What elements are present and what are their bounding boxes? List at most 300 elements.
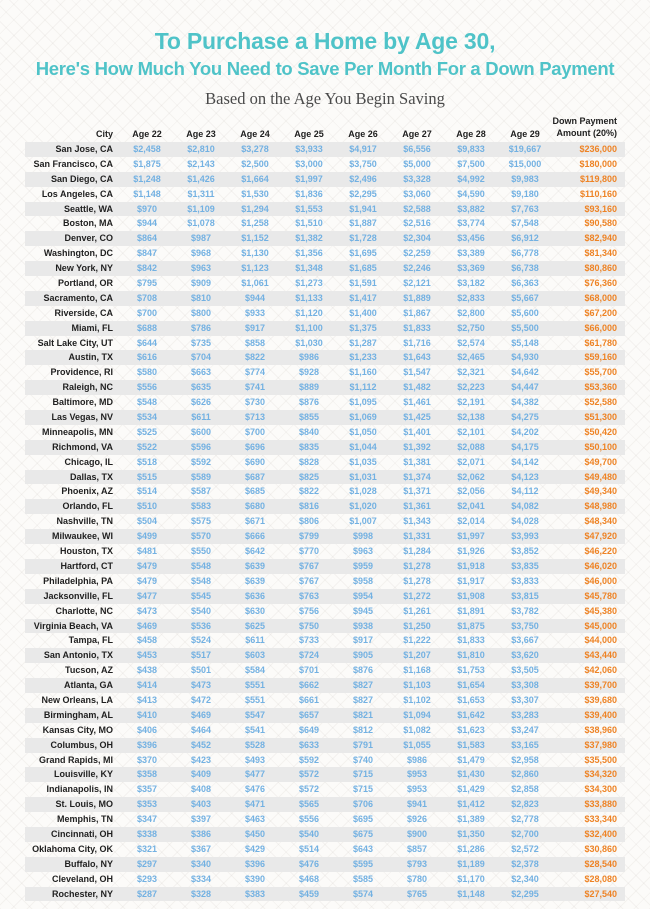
city-cell: Milwaukee, WI <box>51 531 113 542</box>
monthly-saving-cell: $471 <box>244 799 266 810</box>
monthly-saving-cell: $1,350 <box>457 828 485 839</box>
down-payment-cell: $42,060 <box>584 665 617 676</box>
monthly-saving-cell: $4,917 <box>349 144 377 154</box>
monthly-saving-cell: $1,044 <box>349 441 377 452</box>
down-payment-cell: $33,880 <box>584 799 617 810</box>
col-header-age-22: Age 22 <box>132 129 162 139</box>
col-header-age-28: Age 28 <box>456 129 486 139</box>
down-payment-cell: $59,160 <box>584 352 617 363</box>
monthly-saving-cell: $504 <box>136 516 158 527</box>
down-payment-cell: $93,160 <box>584 203 617 214</box>
down-payment-cell: $110,160 <box>579 188 617 199</box>
down-payment-cell: $119,800 <box>579 173 617 184</box>
monthly-saving-cell: $3,247 <box>511 724 539 735</box>
monthly-saving-cell: $1,716 <box>403 337 431 348</box>
monthly-saving-cell: $410 <box>136 709 158 720</box>
monthly-saving-cell: $499 <box>136 531 158 542</box>
monthly-saving-cell: $1,261 <box>403 605 431 616</box>
city-cell: San Antonio, TX <box>43 650 113 661</box>
monthly-saving-cell: $9,833 <box>457 144 485 154</box>
monthly-saving-cell: $1,510 <box>295 218 323 229</box>
monthly-saving-cell: $3,060 <box>403 188 431 199</box>
monthly-saving-cell: $4,142 <box>511 456 539 467</box>
monthly-saving-cell: $4,082 <box>511 501 539 512</box>
table-row <box>25 633 625 648</box>
monthly-saving-cell: $657 <box>298 709 320 720</box>
monthly-saving-cell: $1,120 <box>295 307 323 318</box>
monthly-saving-cell: $3,283 <box>511 709 539 720</box>
monthly-saving-cell: $1,997 <box>295 173 323 184</box>
monthly-saving-cell: $472 <box>190 694 212 705</box>
table-row <box>25 827 625 842</box>
city-cell: New Orleans, LA <box>41 694 113 705</box>
monthly-saving-cell: $473 <box>190 680 212 691</box>
table-row <box>25 440 625 455</box>
down-payment-cell: $68,000 <box>584 292 617 303</box>
city-cell: Salt Lake City, UT <box>37 337 113 348</box>
table-row <box>25 797 625 812</box>
monthly-saving-cell: $476 <box>244 784 266 795</box>
table-row <box>25 261 625 276</box>
city-cell: New York, NY <box>55 263 113 274</box>
monthly-saving-cell: $452 <box>190 739 212 750</box>
monthly-saving-cell: $1,429 <box>457 784 485 795</box>
city-cell: Chicago, IL <box>64 456 113 467</box>
monthly-saving-cell: $639 <box>244 560 266 571</box>
monthly-saving-cell: $548 <box>136 397 158 408</box>
monthly-saving-cell: $3,933 <box>295 144 323 154</box>
monthly-saving-cell: $565 <box>298 799 320 810</box>
monthly-saving-cell: $1,020 <box>349 501 377 512</box>
monthly-saving-cell: $799 <box>298 531 320 542</box>
city-cell: Seattle, WA <box>63 203 113 214</box>
city-cell: Austin, TX <box>68 352 113 363</box>
monthly-saving-cell: $1,103 <box>403 680 431 691</box>
monthly-saving-cell: $1,392 <box>403 441 431 452</box>
down-payment-cell: $28,540 <box>584 858 617 869</box>
monthly-saving-cell: $2,750 <box>457 322 485 333</box>
down-payment-cell: $35,500 <box>584 754 617 765</box>
monthly-saving-cell: $1,833 <box>403 322 431 333</box>
monthly-saving-cell: $524 <box>190 635 212 646</box>
table-row <box>25 619 625 634</box>
monthly-saving-cell: $1,875 <box>457 620 485 631</box>
monthly-saving-cell: $635 <box>190 382 212 393</box>
city-cell: Richmond, VA <box>52 441 113 452</box>
down-payment-cell: $48,340 <box>584 516 617 527</box>
monthly-saving-cell: $2,041 <box>457 501 485 512</box>
monthly-saving-cell: $7,548 <box>511 218 539 229</box>
monthly-saving-cell: $1,547 <box>403 367 431 378</box>
monthly-saving-cell: $3,852 <box>511 546 539 557</box>
monthly-saving-cell: $469 <box>136 620 158 631</box>
down-payment-cell: $30,860 <box>584 843 617 854</box>
table-row <box>25 380 625 395</box>
page-subtitle: Based on the Age You Begin Saving <box>205 89 445 108</box>
monthly-saving-cell: $1,007 <box>349 516 377 527</box>
down-payment-cell: $39,400 <box>584 709 617 720</box>
monthly-saving-cell: $701 <box>298 665 320 676</box>
monthly-saving-cell: $876 <box>298 397 320 408</box>
monthly-saving-cell: $827 <box>352 680 374 691</box>
monthly-saving-cell: $515 <box>136 471 158 482</box>
monthly-saving-cell: $663 <box>190 367 212 378</box>
monthly-saving-cell: $763 <box>298 590 320 601</box>
monthly-saving-cell: $1,069 <box>349 412 377 423</box>
monthly-saving-cell: $517 <box>190 650 212 661</box>
monthly-saving-cell: $2,143 <box>187 158 215 169</box>
monthly-saving-cell: $3,750 <box>349 158 377 169</box>
table-row <box>25 499 625 514</box>
monthly-saving-cell: $661 <box>298 694 320 705</box>
monthly-saving-cell: $592 <box>190 456 212 467</box>
monthly-saving-cell: $7,763 <box>511 203 539 214</box>
monthly-saving-cell: $6,778 <box>511 248 539 259</box>
monthly-saving-cell: $574 <box>352 888 374 899</box>
table-row <box>25 157 625 172</box>
monthly-saving-cell: $1,917 <box>457 575 485 586</box>
down-payment-cell: $28,080 <box>584 873 617 884</box>
monthly-saving-cell: $953 <box>406 784 428 795</box>
monthly-saving-cell: $1,941 <box>349 203 377 214</box>
table-row <box>25 648 625 663</box>
monthly-saving-cell: $2,810 <box>187 144 215 154</box>
city-cell: Denver, CO <box>64 233 113 244</box>
monthly-saving-cell: $806 <box>298 516 320 527</box>
monthly-saving-cell: $3,000 <box>295 158 323 169</box>
monthly-saving-cell: $477 <box>136 590 158 601</box>
monthly-saving-cell: $19,667 <box>508 144 542 154</box>
monthly-saving-cell: $1,160 <box>349 367 377 378</box>
down-payment-cell: $50,420 <box>584 426 617 437</box>
col-header-down-payment-line2: Amount (20%) <box>556 127 617 138</box>
monthly-saving-cell: $685 <box>244 486 266 497</box>
table-row <box>25 395 625 410</box>
monthly-saving-cell: $821 <box>352 709 374 720</box>
table-row <box>25 350 625 365</box>
monthly-saving-cell: $3,815 <box>511 590 539 601</box>
monthly-saving-cell: $1,918 <box>457 560 485 571</box>
monthly-saving-cell: $287 <box>136 888 158 899</box>
down-payment-cell: $90,580 <box>584 218 617 229</box>
monthly-saving-cell: $5,000 <box>403 158 431 169</box>
monthly-saving-cell: $596 <box>190 441 212 452</box>
monthly-saving-cell: $2,295 <box>511 888 539 899</box>
monthly-saving-cell: $649 <box>298 724 320 735</box>
monthly-saving-cell: $917 <box>352 635 374 646</box>
monthly-saving-cell: $297 <box>136 858 158 869</box>
down-payment-cell: $37,980 <box>584 739 617 750</box>
monthly-saving-cell: $639 <box>244 575 266 586</box>
monthly-saving-cell: $855 <box>298 412 320 423</box>
table-row <box>25 306 625 321</box>
down-payment-cell: $48,980 <box>584 501 617 512</box>
table-row <box>25 142 625 157</box>
monthly-saving-cell: $1,374 <box>403 471 431 482</box>
table-row <box>25 276 625 291</box>
monthly-saving-cell: $583 <box>190 501 212 512</box>
monthly-saving-cell: $572 <box>298 769 320 780</box>
monthly-saving-cell: $5,500 <box>511 322 539 333</box>
monthly-saving-cell: $1,875 <box>133 158 161 169</box>
city-cell: Raleigh, NC <box>62 382 113 393</box>
page-title-line2: Here's How Much You Need to Save Per Month For a Down Payment <box>35 58 615 79</box>
monthly-saving-cell: $328 <box>190 888 212 899</box>
page-title: To Purchase a Home by Age 30, <box>154 28 496 54</box>
monthly-saving-cell: $2,223 <box>457 382 485 393</box>
monthly-saving-cell: $5,148 <box>511 337 539 348</box>
monthly-saving-cell: $1,583 <box>457 739 485 750</box>
monthly-saving-cell: $750 <box>298 620 320 631</box>
monthly-saving-cell: $1,278 <box>403 560 431 571</box>
col-header-age-27: Age 27 <box>402 129 432 139</box>
monthly-saving-cell: $383 <box>244 888 266 899</box>
monthly-saving-cell: $1,833 <box>457 635 485 646</box>
table-body <box>25 142 625 901</box>
monthly-saving-cell: $2,496 <box>349 173 377 184</box>
monthly-saving-cell: $2,500 <box>241 158 269 169</box>
col-header-down-payment-line1: Down Payment <box>552 116 617 126</box>
monthly-saving-cell: $842 <box>136 263 158 274</box>
monthly-saving-cell: $2,321 <box>457 367 485 378</box>
table-row <box>25 425 625 440</box>
city-cell: Cleveland, OH <box>51 873 113 884</box>
monthly-saving-cell: $876 <box>352 665 374 676</box>
monthly-saving-cell: $1,050 <box>349 426 377 437</box>
city-cell: Grand Rapids, MI <box>38 754 113 765</box>
monthly-saving-cell: $2,860 <box>511 769 539 780</box>
monthly-saving-cell: $572 <box>298 784 320 795</box>
city-cell: Washington, DC <box>43 248 113 259</box>
city-cell: Birmingham, AL <box>43 709 113 720</box>
city-cell: Portland, OR <box>57 278 113 289</box>
monthly-saving-cell: $585 <box>352 873 374 884</box>
monthly-saving-cell: $406 <box>136 724 158 735</box>
monthly-saving-cell: $1,035 <box>349 456 377 467</box>
monthly-saving-cell: $625 <box>244 620 266 631</box>
city-cell: Columbus, OH <box>50 739 113 750</box>
monthly-saving-cell: $510 <box>136 501 158 512</box>
monthly-saving-cell: $1,207 <box>403 650 431 661</box>
monthly-saving-cell: $733 <box>298 635 320 646</box>
monthly-saving-cell: $1,417 <box>349 292 377 303</box>
monthly-saving-cell: $2,071 <box>457 456 485 467</box>
monthly-saving-cell: $1,375 <box>349 322 377 333</box>
down-payment-cell: $55,700 <box>584 367 617 378</box>
monthly-saving-cell: $1,479 <box>457 754 485 765</box>
monthly-saving-cell: $1,233 <box>349 352 377 363</box>
city-cell: Memphis, TN <box>56 814 113 825</box>
monthly-saving-cell: $1,152 <box>241 233 269 244</box>
monthly-saving-cell: $675 <box>352 828 374 839</box>
city-cell: Kansas City, MO <box>42 724 113 735</box>
monthly-saving-cell: $1,284 <box>403 546 431 557</box>
monthly-saving-cell: $643 <box>352 843 374 854</box>
monthly-saving-cell: $1,055 <box>403 739 431 750</box>
city-cell: Orlando, FL <box>62 501 113 512</box>
monthly-saving-cell: $928 <box>298 367 320 378</box>
monthly-saving-cell: $1,148 <box>457 888 485 899</box>
table-row <box>25 559 625 574</box>
monthly-saving-cell: $1,109 <box>187 203 215 214</box>
monthly-saving-cell: $493 <box>244 754 266 765</box>
monthly-saving-cell: $735 <box>190 337 212 348</box>
city-cell: Miami, FL <box>71 322 113 333</box>
monthly-saving-cell: $9,180 <box>511 188 539 199</box>
monthly-saving-cell: $2,958 <box>511 754 539 765</box>
monthly-saving-cell: $1,343 <box>403 516 431 527</box>
city-cell: Baltimore, MD <box>52 397 113 408</box>
monthly-saving-cell: $1,294 <box>241 203 269 214</box>
savings-table <box>25 116 625 901</box>
monthly-saving-cell: $370 <box>136 754 158 765</box>
monthly-saving-cell: $4,275 <box>511 412 539 423</box>
table-row <box>25 857 625 872</box>
down-payment-cell: $32,400 <box>584 828 617 839</box>
monthly-saving-cell: $4,112 <box>511 486 539 497</box>
monthly-saving-cell: $3,165 <box>511 739 539 750</box>
monthly-saving-cell: $1,889 <box>403 292 431 303</box>
monthly-saving-cell: $477 <box>244 769 266 780</box>
down-payment-cell: $46,000 <box>584 575 617 586</box>
monthly-saving-cell: $1,728 <box>349 233 377 244</box>
monthly-saving-cell: $4,992 <box>457 173 485 184</box>
monthly-saving-cell: $338 <box>136 828 158 839</box>
city-cell: Hartford, CT <box>60 560 113 571</box>
table-row <box>25 738 625 753</box>
monthly-saving-cell: $827 <box>352 694 374 705</box>
table-row <box>25 246 625 261</box>
monthly-saving-cell: $724 <box>298 650 320 661</box>
monthly-saving-cell: $548 <box>190 560 212 571</box>
monthly-saving-cell: $541 <box>244 724 266 735</box>
monthly-saving-cell: $4,175 <box>511 441 539 452</box>
down-payment-cell: $47,920 <box>584 531 617 542</box>
down-payment-cell: $46,220 <box>584 546 617 557</box>
monthly-saving-cell: $5,667 <box>511 292 539 303</box>
city-cell: Boston, MA <box>63 218 113 229</box>
monthly-saving-cell: $2,800 <box>457 307 485 318</box>
monthly-saving-cell: $1,273 <box>295 278 323 289</box>
monthly-saving-cell: $1,248 <box>133 173 161 184</box>
city-cell: Tampa, FL <box>68 635 113 646</box>
city-cell: Atlanta, GA <box>63 680 113 691</box>
city-cell: San Jose, CA <box>55 144 113 154</box>
city-cell: Houston, TX <box>60 546 113 557</box>
monthly-saving-cell: $986 <box>406 754 428 765</box>
monthly-saving-cell: $765 <box>406 888 428 899</box>
monthly-saving-cell: $730 <box>244 397 266 408</box>
monthly-saving-cell: $1,189 <box>457 858 485 869</box>
monthly-saving-cell: $1,356 <box>295 248 323 259</box>
monthly-saving-cell: $791 <box>352 739 374 750</box>
monthly-saving-cell: $353 <box>136 799 158 810</box>
monthly-saving-cell: $584 <box>244 665 266 676</box>
monthly-saving-cell: $403 <box>190 799 212 810</box>
monthly-saving-cell: $1,250 <box>403 620 431 631</box>
table-row <box>25 693 625 708</box>
monthly-saving-cell: $3,835 <box>511 560 539 571</box>
monthly-saving-cell: $1,133 <box>295 292 323 303</box>
monthly-saving-cell: $1,553 <box>295 203 323 214</box>
down-payment-cell: $45,780 <box>584 590 617 601</box>
monthly-saving-cell: $666 <box>244 531 266 542</box>
monthly-saving-cell: $293 <box>136 873 158 884</box>
city-cell: Dallas, TX <box>69 471 113 482</box>
monthly-saving-cell: $4,123 <box>511 471 539 482</box>
city-cell: Los Angeles, CA <box>41 188 113 199</box>
monthly-saving-cell: $1,272 <box>403 590 431 601</box>
monthly-saving-cell: $386 <box>190 828 212 839</box>
table-row <box>25 589 625 604</box>
monthly-saving-cell: $2,191 <box>457 397 485 408</box>
monthly-saving-cell: $603 <box>244 650 266 661</box>
monthly-saving-cell: $900 <box>406 828 428 839</box>
down-payment-cell: $34,300 <box>584 784 617 795</box>
monthly-saving-cell: $1,810 <box>457 650 485 661</box>
down-payment-cell: $49,480 <box>584 471 617 482</box>
monthly-saving-cell: $944 <box>136 218 158 229</box>
monthly-saving-cell: $864 <box>136 233 158 244</box>
city-cell: Phoenix, AZ <box>61 486 113 497</box>
monthly-saving-cell: $1,430 <box>457 769 485 780</box>
monthly-saving-cell: $1,389 <box>457 814 485 825</box>
monthly-saving-cell: $2,858 <box>511 784 539 795</box>
monthly-saving-cell: $6,912 <box>511 233 539 244</box>
table-row <box>25 231 625 246</box>
monthly-saving-cell: $1,170 <box>457 873 485 884</box>
monthly-saving-cell: $397 <box>190 814 212 825</box>
monthly-saving-cell: $941 <box>406 799 428 810</box>
table-row <box>25 514 625 529</box>
monthly-saving-cell: $1,030 <box>295 337 323 348</box>
monthly-saving-cell: $1,061 <box>241 278 269 289</box>
monthly-saving-cell: $1,287 <box>349 337 377 348</box>
monthly-saving-cell: $2,246 <box>403 263 431 274</box>
monthly-saving-cell: $2,014 <box>457 516 485 527</box>
table-row <box>25 663 625 678</box>
table-row <box>25 216 625 231</box>
monthly-saving-cell: $3,667 <box>511 635 539 646</box>
monthly-saving-cell: $453 <box>136 650 158 661</box>
monthly-saving-cell: $1,461 <box>403 397 431 408</box>
monthly-saving-cell: $3,328 <box>403 173 431 184</box>
monthly-saving-cell: $840 <box>298 426 320 437</box>
monthly-saving-cell: $551 <box>244 694 266 705</box>
monthly-saving-cell: $358 <box>136 769 158 780</box>
monthly-saving-cell: $1,382 <box>295 233 323 244</box>
monthly-saving-cell: $545 <box>190 590 212 601</box>
monthly-saving-cell: $1,371 <box>403 486 431 497</box>
city-cell: Sacramento, CA <box>43 292 113 303</box>
monthly-saving-cell: $800 <box>190 307 212 318</box>
monthly-saving-cell: $481 <box>136 546 158 557</box>
monthly-saving-cell: $3,369 <box>457 263 485 274</box>
monthly-saving-cell: $987 <box>190 233 212 244</box>
col-header-city: City <box>95 129 113 139</box>
monthly-saving-cell: $1,887 <box>349 218 377 229</box>
monthly-saving-cell: $438 <box>136 665 158 676</box>
monthly-saving-cell: $828 <box>298 456 320 467</box>
monthly-saving-cell: $1,926 <box>457 546 485 557</box>
monthly-saving-cell: $713 <box>244 412 266 423</box>
monthly-saving-cell: $2,295 <box>349 188 377 199</box>
monthly-saving-cell: $3,774 <box>457 218 485 229</box>
monthly-saving-cell: $1,401 <box>403 426 431 437</box>
city-cell: Las Vegas, NV <box>51 412 113 423</box>
monthly-saving-cell: $963 <box>352 546 374 557</box>
col-header-age-24: Age 24 <box>240 129 270 139</box>
